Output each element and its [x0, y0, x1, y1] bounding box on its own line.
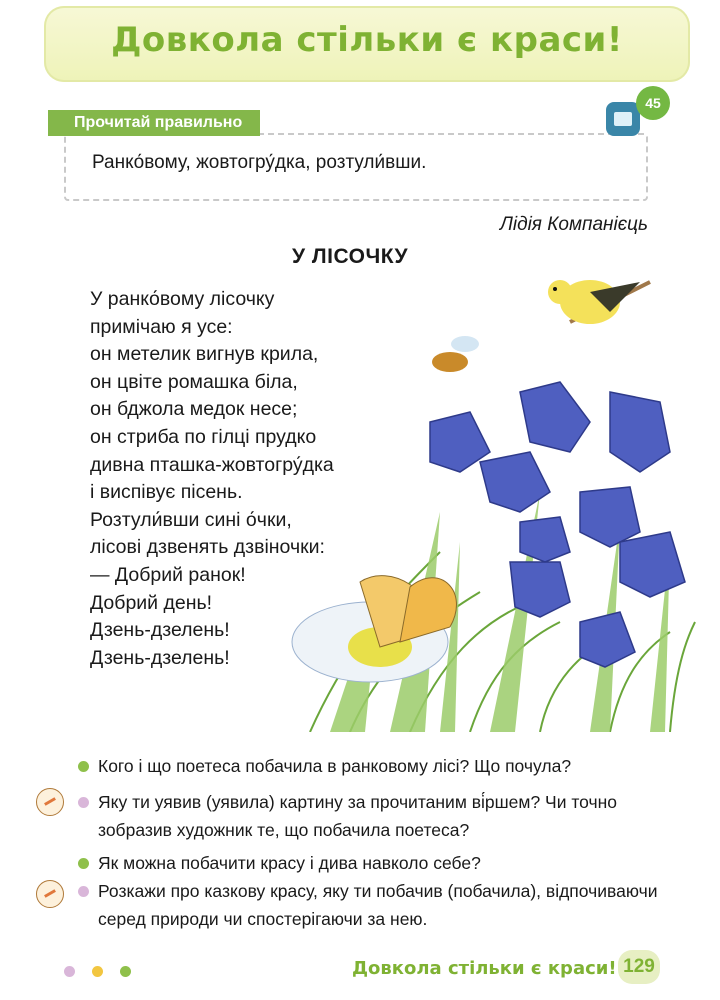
pink-bullet-icon	[78, 886, 89, 897]
footer-section-title: Довкола стільки є краси!	[352, 958, 617, 979]
reader-badge: 45	[636, 86, 670, 120]
poem-line: он цвіте ромашка біла,	[90, 370, 298, 393]
green-bullet-icon	[78, 761, 89, 772]
poem-line: і виспівує пісень.	[90, 481, 243, 504]
poem-line: примічаю я усе:	[90, 315, 233, 338]
poem-line: У ранко́вому лісочку	[90, 288, 275, 310]
poem-line: он метелик вигнув крила,	[90, 343, 319, 366]
question-item: Як можна побачити красу і дива навколо себе?	[98, 853, 481, 873]
poem-line: лісові дзвенять дзвіночки:	[90, 536, 325, 559]
green-bullet-icon	[78, 858, 89, 869]
chapter-title: Довкола стільки є краси!	[111, 20, 623, 60]
question-item: Яку ти уявив (уявила) картину за прочитаним ві́ршем? Чи точно зобразив художник те, що побачила поетеса?	[98, 792, 618, 840]
poem-body	[90, 286, 334, 672]
green-dot-icon	[120, 966, 131, 977]
poem-line: — Добрий ранок!	[90, 563, 246, 586]
page-number: 129	[618, 950, 660, 984]
pink-dot-icon	[64, 966, 75, 977]
poem-line: Розтули́вши сині о́чки,	[90, 508, 292, 531]
poem-title: У ЛІСОЧКУ	[292, 245, 409, 268]
book-icon	[606, 102, 640, 136]
poem-line: Дзень-дзелень!	[90, 646, 230, 669]
pencil-icon	[36, 880, 64, 908]
poem-line: он бджола медок несе;	[90, 398, 298, 421]
reading-task-label: Прочитай правильно	[48, 110, 260, 136]
yellow-dot-icon	[92, 966, 103, 977]
poem-line: он стриба по гілці прудко	[90, 425, 317, 448]
poem-line: дивна пташка-жовтогру́дка	[90, 453, 334, 476]
question-item: Розкажи про казкову красу, яку ти побачив (побачила), відпочиваючи серед природи чи спостерігаючи за нею.	[98, 881, 658, 929]
poem-line: Дзень-дзелень!	[90, 619, 230, 642]
chapter-banner	[44, 6, 690, 82]
pencil-icon	[36, 788, 64, 816]
poem-author: Лідія Компанієць	[499, 214, 648, 235]
meadow-illustration	[290, 262, 696, 732]
question-item: Кого і що поетеса побачила в ранковому лісі? Що почула?	[98, 756, 572, 776]
pink-bullet-icon	[78, 797, 89, 808]
reading-task-words: Ранко́вому, жовтогру́дка, розтули́вши.	[92, 152, 427, 173]
poem-line: Добрий день!	[90, 591, 213, 614]
